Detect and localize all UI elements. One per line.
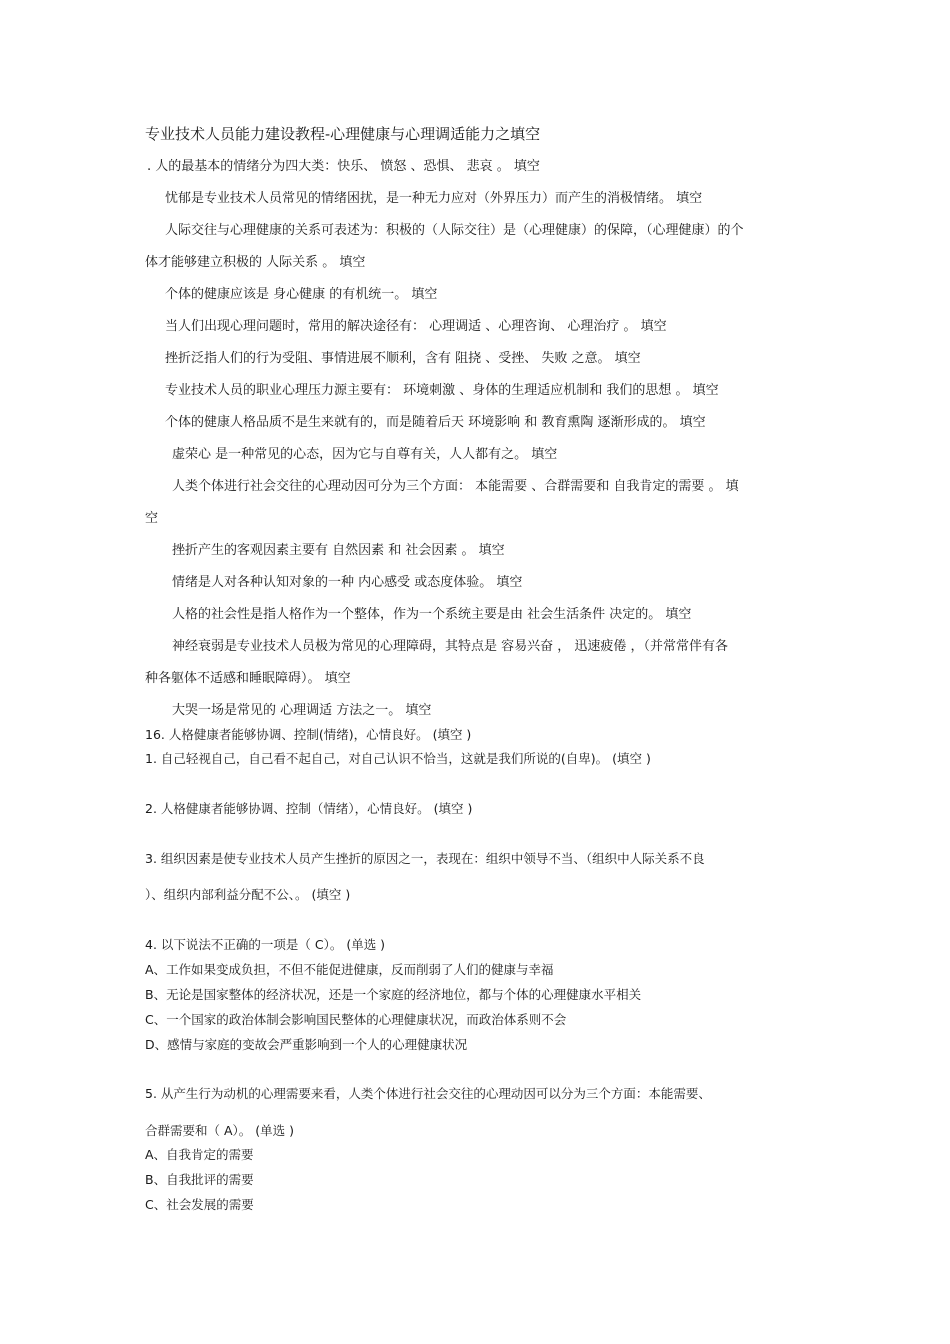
question-line: 合群需要和（ A）。 (单选 ) [145, 1123, 294, 1138]
question-line: 2. 人格健康者能够协调、控制（情绪），心情良好。 (填空 ) [145, 801, 473, 816]
question-line: 3. 组织因素是使专业技术人员产生挫折的原因之一，表现在：组织中领导不当、（组织中人际关系不良 [145, 851, 705, 866]
document-title: 专业技术人员能力建设教程-心理健康与心理调适能力之填空 [145, 125, 541, 143]
question-line: 5. 从产生行为动机的心理需要来看，人类个体进行社会交往的心理动因可以分为三个方面：本能需要、 [145, 1086, 711, 1101]
question-line: ）、组织内部利益分配不公、。 (填空 ) [145, 887, 351, 902]
question-line: 1. 自己轻视自己，自己看不起自己，对自己认识不恰当，这就是我们所说的(自卑)。 (填空 ) [145, 751, 651, 766]
fill-blank-line: 挫折泛指人们的行为受阻、事情进展不顺利，含有 阻挠 、受挫、 失败 之意。 填空 [165, 351, 641, 366]
fill-blank-line: . 人的最基本的情绪分为四大类：快乐、 愤怒 、恐惧、 悲哀 。 填空 [147, 159, 540, 174]
fill-blank-line: 神经衰弱是专业技术人员极为常见的心理障碍，其特点是 容易兴奋 ， 迅速疲倦 ，（并常常伴有各 [172, 639, 729, 654]
fill-blank-line: 情绪是人对各种认知对象的一种 内心感受 或态度体验。 填空 [172, 575, 523, 590]
fill-blank-line: 大哭一场是常见的 心理调适 方法之一。 填空 [172, 703, 432, 718]
fill-blank-line: 个体的健康人格品质不是生来就有的，而是随着后天 环境影响 和 教育熏陶 逐渐形成的。 填空 [165, 415, 706, 430]
option-line: A、自我肯定的需要 [145, 1147, 254, 1162]
option-line: C、社会发展的需要 [145, 1197, 254, 1212]
fill-blank-line: 种各躯体不适感和睡眠障碍）。 填空 [145, 671, 351, 686]
question-line: 4. 以下说法不正确的一项是（ C）。 (单选 ) [145, 937, 386, 952]
option-line: A、工作如果变成负担，不但不能促进健康，反而削弱了人们的健康与幸福 [145, 962, 554, 977]
fill-blank-line: 人类个体进行社会交往的心理动因可分为三个方面： 本能需要 、合群需要和 自我肯定的需要 。 填 [172, 479, 739, 494]
fill-blank-line: 个体的健康应该是 身心健康 的有机统一。 填空 [165, 287, 438, 302]
fill-blank-line: 体才能够建立积极的 人际关系 。 填空 [145, 255, 366, 270]
option-line: B、自我批评的需要 [145, 1172, 254, 1187]
fill-blank-line: 忧郁是专业技术人员常见的情绪困扰，是一种无力应对（外界压力）而产生的消极情绪。 填空 [165, 191, 703, 206]
fill-blank-line: 人格的社会性是指人格作为一个整体，作为一个系统主要是由 社会生活条件 决定的。 填空 [172, 607, 692, 622]
question-line: 16. 人格健康者能够协调、控制(情绪)，心情良好。 (填空 ) [145, 727, 472, 742]
option-line: B、无论是国家整体的经济状况，还是一个家庭的经济地位，都与个体的心理健康水平相关 [145, 987, 642, 1002]
fill-blank-line: 当人们出现心理问题时，常用的解决途径有： 心理调适 、心理咨询、 心理治疗 。 填空 [165, 319, 667, 334]
fill-blank-line: 虚荣心 是一种常见的心态，因为它与自尊有关，人人都有之。 填空 [172, 447, 558, 462]
option-line: D、感情与家庭的变故会严重影响到一个人的心理健康状况 [145, 1037, 468, 1052]
fill-blank-line: 专业技术人员的职业心理压力源主要有： 环境刺激 、身体的生理适应机制和 我们的思想 。 填空 [165, 383, 719, 398]
option-line: C、一个国家的政治体制会影响国民整体的心理健康状况，而政治体系则不会 [145, 1012, 567, 1027]
fill-blank-line: 空 [145, 511, 159, 526]
fill-blank-line: 挫折产生的客观因素主要有 自然因素 和 社会因素 。 填空 [172, 543, 505, 558]
fill-blank-line: 人际交往与心理健康的关系可表述为：积极的（人际交往）是（心理健康）的保障，（心理健康）的个 [165, 223, 744, 238]
